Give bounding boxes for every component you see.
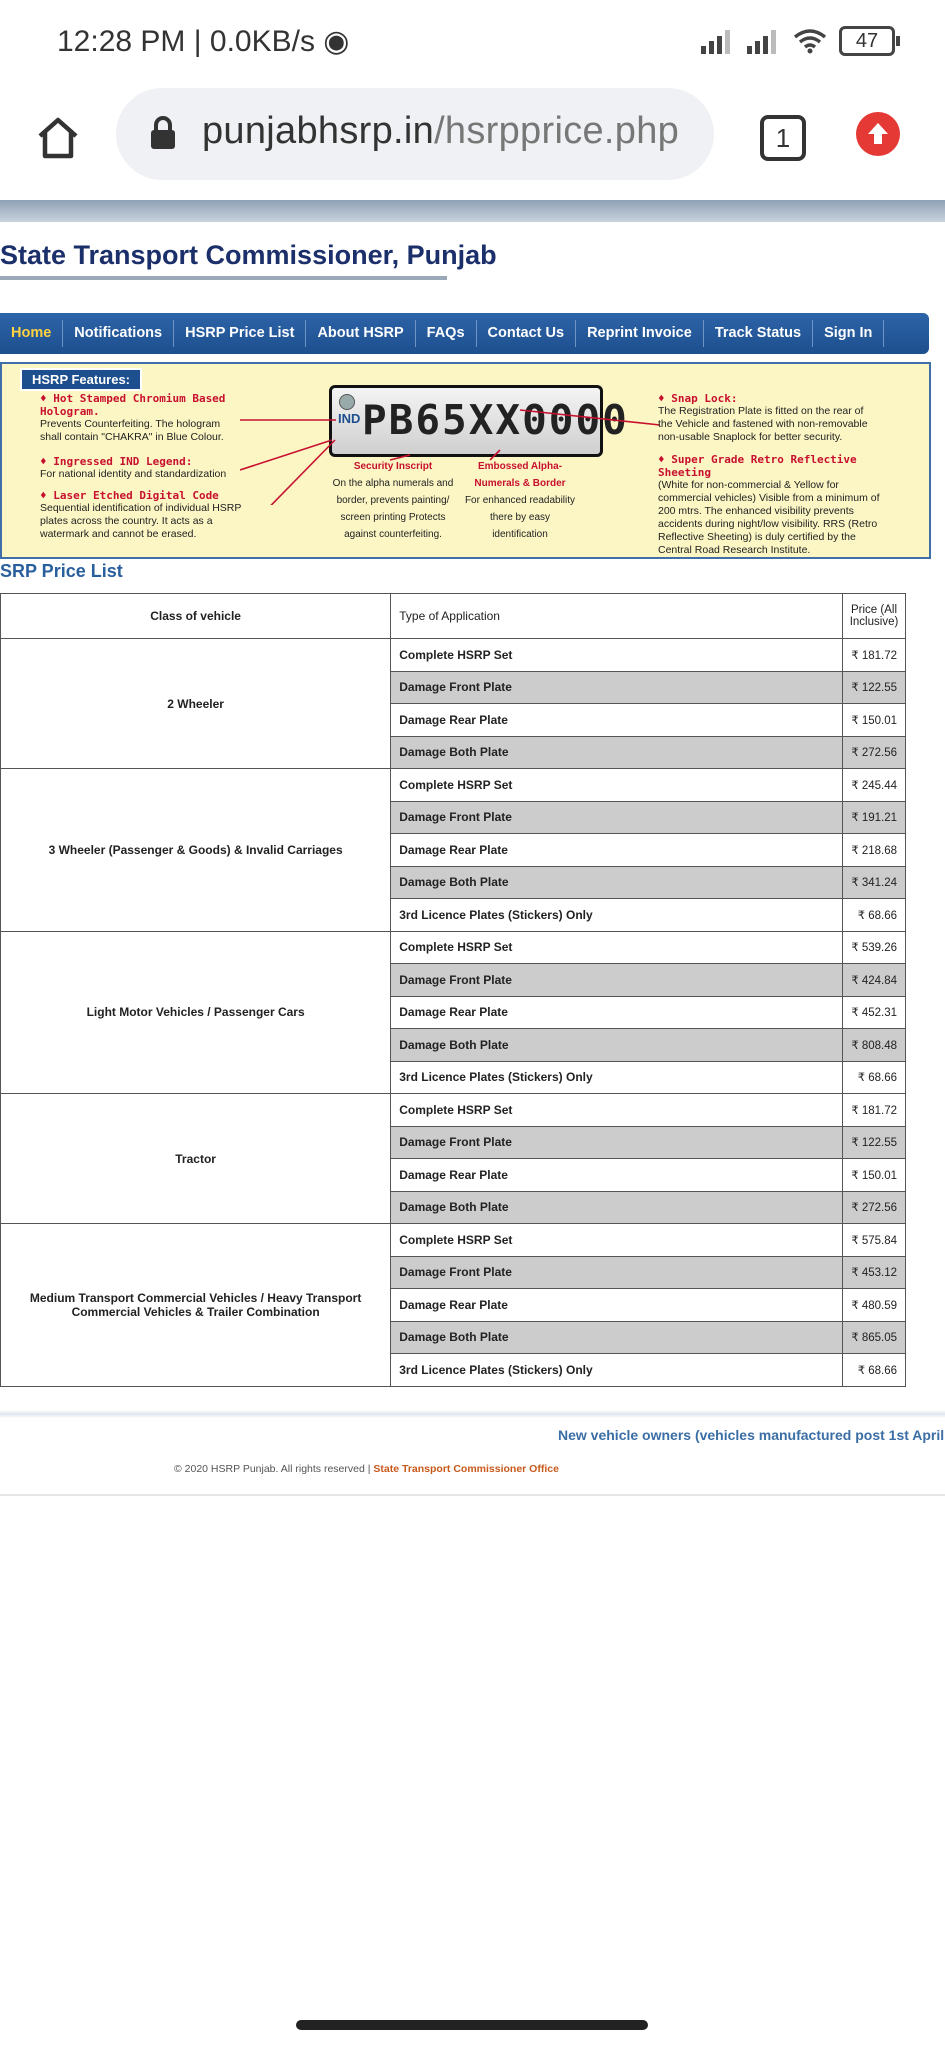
price-cell: ₹ 68.66 xyxy=(843,899,906,932)
application-type-cell: Damage Both Plate xyxy=(391,1321,843,1354)
footer-divider xyxy=(0,1494,945,1496)
application-type-cell: Complete HSRP Set xyxy=(391,931,843,964)
price-cell: ₹ 150.01 xyxy=(843,1159,906,1192)
price-list-heading: SRP Price List xyxy=(0,561,123,581)
price-cell: ₹ 272.56 xyxy=(843,1191,906,1224)
nav-hsrp-price-list[interactable]: HSRP Price List xyxy=(174,320,306,347)
application-type-cell: Complete HSRP Set xyxy=(391,1094,843,1127)
application-type-cell: Damage Rear Plate xyxy=(391,834,843,867)
footer: © 2020 HSRP Punjab. All rights reserved | State Transport Commissioner Office xyxy=(174,1463,559,1475)
url-text[interactable]: punjabhsrp.in/hsrpprice.php xyxy=(202,110,680,152)
price-cell: ₹ 453.12 xyxy=(843,1256,906,1289)
application-type-cell: Damage Front Plate xyxy=(391,1126,843,1159)
lock-icon xyxy=(150,116,176,150)
table-row xyxy=(1,931,906,964)
application-type-cell: Complete HSRP Set xyxy=(391,1224,843,1257)
status-bar xyxy=(0,0,945,80)
update-button[interactable] xyxy=(856,112,900,156)
vehicle-class-cell: Tractor xyxy=(1,1094,391,1224)
vehicle-class-cell: Medium Transport Commercial Vehicles / Heavy Transport Commercial Vehicles & Trailer Combination xyxy=(1,1224,391,1387)
nav-sign-in[interactable]: Sign In xyxy=(813,320,884,347)
application-type-cell: 3rd Licence Plates (Stickers) Only xyxy=(391,1354,843,1387)
application-type-cell: Damage Both Plate xyxy=(391,1191,843,1224)
price-cell: ₹ 865.05 xyxy=(843,1321,906,1354)
price-cell: ₹ 191.21 xyxy=(843,801,906,834)
application-type-cell: Damage Rear Plate xyxy=(391,996,843,1029)
price-cell: ₹ 539.26 xyxy=(843,931,906,964)
site-title: State Transport Commissioner, Punjab xyxy=(0,240,497,270)
application-type-cell: Damage Front Plate xyxy=(391,1256,843,1289)
footer-separator xyxy=(0,1410,945,1418)
vehicle-class-cell: Light Motor Vehicles / Passenger Cars xyxy=(1,931,391,1094)
application-type-cell: Damage Both Plate xyxy=(391,866,843,899)
data-saver-icon: ◉ xyxy=(323,25,350,58)
price-cell: ₹ 150.01 xyxy=(843,704,906,737)
feature-laser-code: ♦ Laser Etched Digital Code Sequential identification of individual HSRP plates across the country. It acts as a watermark and cannot be erased. xyxy=(40,489,242,540)
application-type-cell: 3rd Licence Plates (Stickers) Only xyxy=(391,899,843,932)
application-type-cell: Damage Front Plate xyxy=(391,801,843,834)
plate-ind-legend: IND xyxy=(338,411,361,426)
status-icons xyxy=(701,26,895,56)
price-cell: ₹ 122.55 xyxy=(843,1126,906,1159)
price-cell: ₹ 181.72 xyxy=(843,639,906,672)
price-cell: ₹ 181.72 xyxy=(843,1094,906,1127)
nav-faqs[interactable]: FAQs xyxy=(416,320,477,347)
vehicle-class-cell: 2 Wheeler xyxy=(1,639,391,769)
application-type-cell: Damage Rear Plate xyxy=(391,704,843,737)
application-type-cell: Damage Front Plate xyxy=(391,964,843,997)
price-cell: ₹ 808.48 xyxy=(843,1029,906,1062)
price-cell: ₹ 424.84 xyxy=(843,964,906,997)
price-cell: ₹ 341.24 xyxy=(843,866,906,899)
vehicle-class-cell: 3 Wheeler (Passenger & Goods) & Invalid Carriages xyxy=(1,769,391,932)
news-ticker[interactable]: New vehicle owners (vehicles manufactured post 1st April xyxy=(558,1427,945,1443)
feature-hologram: ♦ Hot Stamped Chromium Based Hologram. Prevents Counterfeiting. The hologram shall contain "CHAKRA" in Blue Colour. xyxy=(40,392,226,443)
header-price: Price (All Inclusive) xyxy=(843,594,906,639)
price-cell: ₹ 68.66 xyxy=(843,1354,906,1387)
table-row xyxy=(1,639,906,672)
arrow-up-icon xyxy=(856,112,900,156)
application-type-cell: Damage Rear Plate xyxy=(391,1159,843,1192)
header-band xyxy=(0,200,945,222)
header-type: Type of Application xyxy=(391,594,843,639)
wifi-icon xyxy=(793,28,827,54)
nav-about-hsrp[interactable]: About HSRP xyxy=(306,320,415,347)
application-type-cell: Damage Both Plate xyxy=(391,736,843,769)
feature-snap-lock: ♦ Snap Lock: The Registration Plate is fitted on the rear of the Vehicle and fastened with non-removable non-usable Snaplock for better security. xyxy=(658,392,868,443)
application-type-cell: Damage Front Plate xyxy=(391,671,843,704)
price-cell: ₹ 480.59 xyxy=(843,1289,906,1322)
table-header-row xyxy=(1,594,906,639)
application-type-cell: Damage Rear Plate xyxy=(391,1289,843,1322)
title-underline xyxy=(0,276,447,280)
main-nav xyxy=(0,313,929,354)
gesture-bar[interactable] xyxy=(296,2020,648,2030)
nav-home[interactable]: Home xyxy=(0,320,63,347)
nav-reprint-invoice[interactable]: Reprint Invoice xyxy=(576,320,704,347)
table-row xyxy=(1,1224,906,1257)
feature-embossed: Embossed Alpha-Numerals & Border For enhanced readability there by easy identification xyxy=(464,461,576,540)
footer-link[interactable]: State Transport Commissioner Office xyxy=(373,1463,559,1475)
battery-icon: 47 xyxy=(839,26,895,56)
price-cell: ₹ 68.66 xyxy=(843,1061,906,1094)
status-time: 12:28 PM | 0.0KB/s ◉ xyxy=(57,25,350,58)
plate-number: PB65XX0000 xyxy=(362,396,629,444)
home-icon[interactable] xyxy=(34,114,82,162)
price-cell: ₹ 218.68 xyxy=(843,834,906,867)
tab-switcher-button[interactable]: 1 xyxy=(760,115,806,161)
application-type-cell: Complete HSRP Set xyxy=(391,639,843,672)
feature-ind-legend: ♦ Ingressed IND Legend: For national identity and standardization xyxy=(40,455,227,480)
table-row xyxy=(1,1094,906,1127)
nav-track-status[interactable]: Track Status xyxy=(704,320,813,347)
price-cell: ₹ 122.55 xyxy=(843,671,906,704)
price-cell: ₹ 272.56 xyxy=(843,736,906,769)
nav-contact-us[interactable]: Contact Us xyxy=(477,320,577,347)
signal-icon xyxy=(701,28,735,54)
price-cell: ₹ 245.44 xyxy=(843,769,906,802)
price-table xyxy=(0,593,906,1387)
feature-security-inscript: Security Inscript On the alpha numerals and border, prevents painting/ screen printing Protects against counterfeiting. xyxy=(332,461,454,540)
feature-retro-sheeting: ♦ Super Grade Retro Reflective Sheeting (White for non-commercial & Yellow for commercial vehicles) Visible from a minimum of 200 mtrs. The enhanced visibility prevents accidents during night/low visibility. RRS (Retro Reflective Sheeting) is duly certified by the Central Road Research Institute. xyxy=(658,453,880,556)
application-type-cell: Damage Both Plate xyxy=(391,1029,843,1062)
signal-icon-2 xyxy=(747,28,781,54)
header-class: Class of vehicle xyxy=(1,594,391,639)
price-cell: ₹ 575.84 xyxy=(843,1224,906,1257)
application-type-cell: 3rd Licence Plates (Stickers) Only xyxy=(391,1061,843,1094)
application-type-cell: Complete HSRP Set xyxy=(391,769,843,802)
price-cell: ₹ 452.31 xyxy=(843,996,906,1029)
features-label: HSRP Features: xyxy=(20,368,142,391)
nav-notifications[interactable]: Notifications xyxy=(63,320,174,347)
table-row xyxy=(1,769,906,802)
